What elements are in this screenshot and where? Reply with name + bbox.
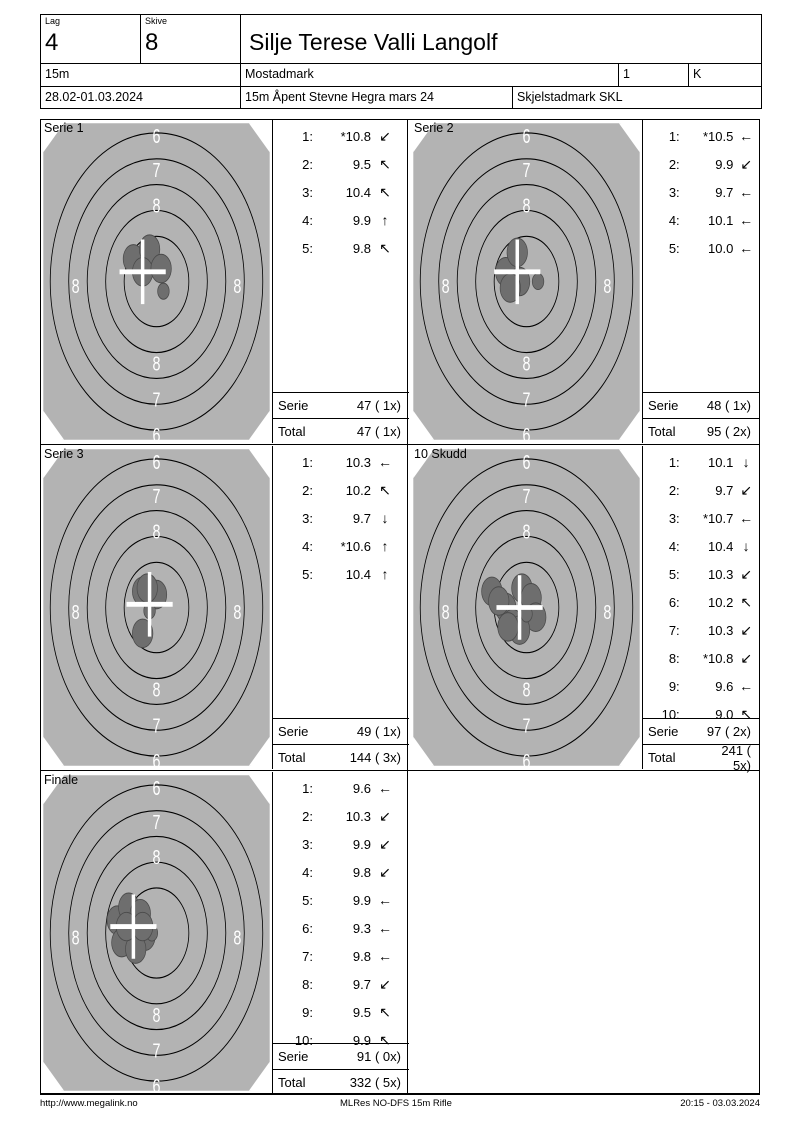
shot-list-1 xyxy=(273,122,409,262)
shot-index: 2: xyxy=(302,156,313,172)
shot-row xyxy=(273,942,409,970)
serie-sum-value: 47 ( 1x) xyxy=(356,398,401,413)
target-face xyxy=(411,120,642,443)
shot-value: 10.3 xyxy=(708,566,734,582)
target-face xyxy=(41,120,272,443)
svg-text:6: 6 xyxy=(152,749,161,769)
shot-index: 5: xyxy=(302,240,313,256)
shot-direction-icon: ← xyxy=(378,892,392,908)
shot-row xyxy=(643,504,759,532)
svg-text:8: 8 xyxy=(522,520,531,544)
shot-direction-icon: ↙ xyxy=(379,863,391,880)
shot-row xyxy=(273,858,409,886)
shot-row xyxy=(273,448,409,476)
shot-index: 1: xyxy=(668,128,680,144)
shot-direction-icon: ↓ xyxy=(742,538,750,554)
svg-text:8: 8 xyxy=(152,352,161,376)
svg-text:8: 8 xyxy=(71,926,80,950)
shot-row xyxy=(273,560,409,588)
shot-row xyxy=(273,914,409,942)
shot-value: 9.5 xyxy=(352,156,371,172)
shot-row xyxy=(643,588,759,616)
organizer-cell xyxy=(513,87,759,108)
shot-direction-icon: ↖ xyxy=(379,239,391,256)
shot-row xyxy=(643,206,759,234)
shot-index: 7: xyxy=(668,622,680,638)
shot-value: *10.8 xyxy=(702,650,734,666)
shot-value: 9.6 xyxy=(352,780,371,796)
shot-index: 3: xyxy=(302,836,313,852)
shot-value: 10.3 xyxy=(708,622,734,638)
shot-value: 9.7 xyxy=(715,184,734,200)
shot-index: 5: xyxy=(668,566,680,582)
shot-value: 10.4 xyxy=(345,184,371,200)
event-cell xyxy=(241,87,513,108)
shot-direction-icon: ↙ xyxy=(740,155,753,172)
shot-direction-icon: ← xyxy=(739,128,754,144)
shot-direction-icon: ↓ xyxy=(742,454,750,470)
shot-index: 2: xyxy=(668,156,680,172)
shot-value: 9.7 xyxy=(352,976,371,992)
shot-value: *10.6 xyxy=(340,538,371,554)
svg-text:7: 7 xyxy=(522,713,531,737)
shot-index: 6: xyxy=(668,594,680,610)
svg-text:7: 7 xyxy=(152,387,161,411)
shot-row xyxy=(643,616,759,644)
shot-row xyxy=(643,122,759,150)
svg-text:6: 6 xyxy=(152,1074,161,1094)
svg-text:8: 8 xyxy=(152,1003,161,1027)
summary-3 xyxy=(273,718,409,770)
shot-direction-icon: ← xyxy=(739,510,754,526)
svg-text:7: 7 xyxy=(522,158,531,182)
serie-sum-label: Serie xyxy=(278,724,309,739)
serie-sum-row xyxy=(643,392,759,418)
shot-index: 5: xyxy=(302,566,313,582)
shot-row xyxy=(643,476,759,504)
shot-row xyxy=(273,970,409,998)
svg-text:8: 8 xyxy=(233,600,242,624)
shot-row xyxy=(273,206,409,234)
shot-direction-icon: ↖ xyxy=(379,481,391,498)
shot-index: 4: xyxy=(302,538,313,554)
shot-index: 2: xyxy=(302,808,313,824)
shooter-name-cell xyxy=(241,15,759,63)
series-label-1: Serie 1 xyxy=(44,121,84,135)
class-num-value: 1 xyxy=(623,67,630,81)
shot-direction-icon: ↖ xyxy=(379,183,391,200)
serie-sum-value: 49 ( 1x) xyxy=(356,724,401,739)
shot-row xyxy=(273,504,409,532)
shot-direction-icon: ↙ xyxy=(740,649,753,666)
serie-sum-row xyxy=(643,718,759,744)
serie-sum-label: Serie xyxy=(648,398,679,413)
shot-direction-icon: ↙ xyxy=(379,127,391,144)
shot-value: 9.7 xyxy=(715,482,734,498)
svg-text:6: 6 xyxy=(152,776,161,800)
shot-row xyxy=(643,448,759,476)
shot-row xyxy=(273,830,409,858)
total-sum-label: Total xyxy=(278,424,306,439)
header-row-2 xyxy=(41,63,761,86)
svg-text:7: 7 xyxy=(522,484,531,508)
lag-value: 4 xyxy=(45,29,59,56)
organizer-value: Skjelstadmark SKL xyxy=(517,90,623,104)
distance-cell xyxy=(41,64,241,86)
shot-index: 5: xyxy=(302,892,313,908)
class-letter-value: K xyxy=(693,67,702,81)
total-sum-row xyxy=(643,418,759,444)
shot-index: 3: xyxy=(302,510,313,526)
shot-direction-icon: ← xyxy=(378,454,392,470)
shot-value: 9.7 xyxy=(352,510,371,526)
target-panel-2 xyxy=(411,120,643,443)
shot-value: 9.9 xyxy=(352,836,371,852)
serie-sum-value: 91 ( 0x) xyxy=(356,1049,401,1064)
shot-index: 2: xyxy=(302,482,313,498)
shot-value: 9.9 xyxy=(352,212,371,228)
svg-text:8: 8 xyxy=(71,600,80,624)
total-sum-row xyxy=(273,418,409,444)
shot-direction-icon: ← xyxy=(378,780,392,796)
shot-index: 4: xyxy=(302,864,313,880)
shot-index: 3: xyxy=(668,184,680,200)
svg-text:8: 8 xyxy=(71,274,80,298)
shot-index: 8: xyxy=(668,650,680,666)
svg-text:7: 7 xyxy=(522,387,531,411)
shot-index: 3: xyxy=(302,184,313,200)
shot-row xyxy=(643,672,759,700)
skive-cell xyxy=(141,15,241,63)
svg-text:8: 8 xyxy=(152,678,161,702)
shot-row xyxy=(273,122,409,150)
svg-text:8: 8 xyxy=(152,194,161,218)
svg-text:8: 8 xyxy=(603,600,612,624)
shot-row xyxy=(643,560,759,588)
shot-index: 5: xyxy=(668,240,680,256)
total-sum-value: 47 ( 1x) xyxy=(356,424,401,439)
skive-label: Skive xyxy=(145,16,168,26)
shot-row xyxy=(643,234,759,262)
shot-value: 9.9 xyxy=(352,1032,371,1048)
svg-text:8: 8 xyxy=(233,274,242,298)
event-value: 15m Åpent Stevne Hegra mars 24 xyxy=(245,90,434,104)
total-sum-value: 241 ( 5x) xyxy=(721,742,751,773)
footer-timestamp: 20:15 - 03.03.2024 xyxy=(680,1098,760,1109)
shot-index: 9: xyxy=(302,1004,313,1020)
shot-direction-icon: ↖ xyxy=(379,1031,391,1048)
svg-text:8: 8 xyxy=(152,520,161,544)
shot-row xyxy=(273,178,409,206)
shot-direction-icon: ↙ xyxy=(740,481,753,498)
total-sum-label: Total xyxy=(278,750,306,765)
shot-index: 4: xyxy=(668,212,680,228)
serie-sum-label: Serie xyxy=(648,724,679,739)
shot-index: 1: xyxy=(668,454,680,470)
skive-value: 8 xyxy=(145,29,159,56)
lag-label: Lag xyxy=(45,16,61,26)
svg-text:6: 6 xyxy=(152,450,161,474)
total-sum-row xyxy=(643,742,759,773)
header-row-3 xyxy=(41,86,761,108)
shot-row xyxy=(273,476,409,504)
shot-value: 10.2 xyxy=(708,594,734,610)
series-label-5: Finale xyxy=(44,773,79,787)
shot-index: 1: xyxy=(302,128,313,144)
header-table xyxy=(40,14,762,109)
serie-sum-row xyxy=(273,392,409,418)
svg-text:8: 8 xyxy=(522,678,531,702)
svg-text:6: 6 xyxy=(522,749,531,769)
svg-text:7: 7 xyxy=(152,810,161,834)
shot-index: 1: xyxy=(302,454,313,470)
shot-index: 8: xyxy=(302,976,313,992)
shot-direction-icon: ↙ xyxy=(379,807,391,824)
shot-value: *10.8 xyxy=(340,128,371,144)
shot-direction-icon: ↙ xyxy=(379,835,391,852)
shot-row xyxy=(643,532,759,560)
dates-value: 28.02-01.03.2024 xyxy=(45,90,144,104)
shot-value: 10.1 xyxy=(708,212,734,228)
svg-text:6: 6 xyxy=(152,124,161,148)
shot-row xyxy=(643,178,759,206)
shot-direction-icon: ↑ xyxy=(381,212,389,228)
shot-value: *10.7 xyxy=(702,510,734,526)
shot-direction-icon: ← xyxy=(739,240,754,256)
svg-text:7: 7 xyxy=(152,484,161,508)
shot-index: 10: xyxy=(294,1032,313,1048)
shot-direction-icon: ↑ xyxy=(381,566,389,582)
shot-row xyxy=(273,802,409,830)
shot-row xyxy=(273,150,409,178)
shot-value: 10.2 xyxy=(345,482,371,498)
shot-list-4 xyxy=(643,448,759,728)
svg-text:8: 8 xyxy=(152,845,161,869)
dates-cell xyxy=(41,87,241,108)
shot-direction-icon: ← xyxy=(739,678,754,694)
shooter-name: Silje Terese Valli Langolf xyxy=(249,29,498,55)
target-face xyxy=(411,446,642,769)
row-divider-1 xyxy=(41,444,759,445)
total-sum-value: 144 ( 3x) xyxy=(349,750,401,765)
shot-value: *10.5 xyxy=(702,128,734,144)
series-label-2: Serie 2 xyxy=(414,121,454,135)
shot-value: 10.4 xyxy=(345,566,371,582)
total-sum-label: Total xyxy=(648,424,676,439)
club-value: Mostadmark xyxy=(245,67,314,81)
shot-direction-icon: ↓ xyxy=(381,510,389,526)
target-panel-1 xyxy=(41,120,273,443)
shot-row xyxy=(273,774,409,802)
target-panel-3 xyxy=(41,446,273,769)
shot-list-3 xyxy=(273,448,409,588)
shot-direction-icon: ↖ xyxy=(740,593,753,610)
shot-row xyxy=(643,644,759,672)
shot-value: 10.1 xyxy=(708,454,734,470)
target-face xyxy=(41,772,272,1094)
total-sum-label: Total xyxy=(278,1075,306,1090)
svg-text:8: 8 xyxy=(603,274,612,298)
shot-value: 9.3 xyxy=(352,920,371,936)
shot-index: 2: xyxy=(668,482,680,498)
header-row-1 xyxy=(41,15,761,63)
svg-text:6: 6 xyxy=(152,423,161,443)
shot-index: 7: xyxy=(302,948,313,964)
shot-list-2 xyxy=(643,122,759,262)
shot-index: 1: xyxy=(302,780,313,796)
shot-value: 9.9 xyxy=(715,156,734,172)
serie-sum-label: Serie xyxy=(278,398,309,413)
shot-value: 9.0 xyxy=(715,706,734,722)
series-label-4: 10 Skudd xyxy=(414,447,467,461)
class-letter-cell xyxy=(689,64,759,86)
class-num-cell xyxy=(619,64,689,86)
total-sum-row xyxy=(273,1069,409,1095)
shot-direction-icon: ↙ xyxy=(740,565,753,582)
shot-value: 9.9 xyxy=(352,892,371,908)
shot-direction-icon: ↖ xyxy=(379,155,391,172)
svg-text:8: 8 xyxy=(441,274,450,298)
shot-index: 9: xyxy=(668,678,680,694)
shot-value: 9.8 xyxy=(352,240,371,256)
footer-url[interactable]: http://www.megalink.no xyxy=(40,1098,138,1109)
svg-text:7: 7 xyxy=(152,158,161,182)
shot-value: 10.3 xyxy=(345,454,371,470)
svg-text:7: 7 xyxy=(152,1039,161,1063)
shot-row xyxy=(643,150,759,178)
summary-2 xyxy=(643,392,759,444)
summary-5 xyxy=(273,1043,409,1095)
total-sum-label: Total xyxy=(648,750,676,765)
svg-text:6: 6 xyxy=(522,450,531,474)
lag-cell xyxy=(41,15,141,63)
shot-value: 9.5 xyxy=(352,1004,371,1020)
distance-value: 15m xyxy=(45,67,70,81)
shot-list-5 xyxy=(273,774,409,1054)
shot-value: 10.3 xyxy=(345,808,371,824)
shot-value: 9.8 xyxy=(352,948,371,964)
svg-text:8: 8 xyxy=(522,352,531,376)
svg-text:8: 8 xyxy=(522,194,531,218)
total-sum-value: 95 ( 2x) xyxy=(706,424,751,439)
shot-row xyxy=(273,998,409,1026)
shot-index: 3: xyxy=(668,510,680,526)
footer-software: MLRes NO-DFS 15m Rifle xyxy=(340,1098,452,1109)
summary-1 xyxy=(273,392,409,444)
shot-value: 9.6 xyxy=(715,678,734,694)
shot-direction-icon: ↙ xyxy=(379,975,391,992)
shot-row xyxy=(273,234,409,262)
footer-divider xyxy=(40,1094,760,1095)
shot-index: 10: xyxy=(661,706,680,722)
target-panel-5 xyxy=(41,772,273,1094)
shot-direction-icon: ↑ xyxy=(381,538,389,554)
svg-text:6: 6 xyxy=(522,423,531,443)
svg-text:7: 7 xyxy=(152,713,161,737)
serie-sum-value: 97 ( 2x) xyxy=(706,724,751,739)
svg-text:6: 6 xyxy=(522,124,531,148)
shot-row xyxy=(273,886,409,914)
total-sum-row xyxy=(273,744,409,770)
shot-index: 4: xyxy=(302,212,313,228)
shot-direction-icon: ↖ xyxy=(379,1003,391,1020)
shot-value: 10.0 xyxy=(708,240,734,256)
shot-direction-icon: ← xyxy=(378,948,392,964)
club-cell xyxy=(241,64,619,86)
shot-direction-icon: ← xyxy=(739,212,754,228)
serie-sum-value: 48 ( 1x) xyxy=(706,398,751,413)
row-divider-2 xyxy=(41,770,759,771)
shot-index: 6: xyxy=(302,920,313,936)
shot-direction-icon: ↙ xyxy=(740,621,753,638)
serie-sum-label: Serie xyxy=(278,1049,309,1064)
shot-direction-icon: ← xyxy=(739,184,754,200)
serie-sum-row xyxy=(273,1043,409,1069)
shot-row xyxy=(273,532,409,560)
target-face xyxy=(41,446,272,769)
shot-value: 10.4 xyxy=(708,538,734,554)
svg-text:8: 8 xyxy=(441,600,450,624)
shot-value: 9.8 xyxy=(352,864,371,880)
total-sum-value: 332 ( 5x) xyxy=(349,1075,401,1090)
target-panel-4 xyxy=(411,446,643,769)
summary-4 xyxy=(643,718,759,773)
serie-sum-row xyxy=(273,718,409,744)
series-label-3: Serie 3 xyxy=(44,447,84,461)
shot-index: 4: xyxy=(668,538,680,554)
shot-direction-icon: ↖ xyxy=(740,705,753,722)
svg-text:8: 8 xyxy=(233,926,242,950)
shot-direction-icon: ← xyxy=(378,920,392,936)
